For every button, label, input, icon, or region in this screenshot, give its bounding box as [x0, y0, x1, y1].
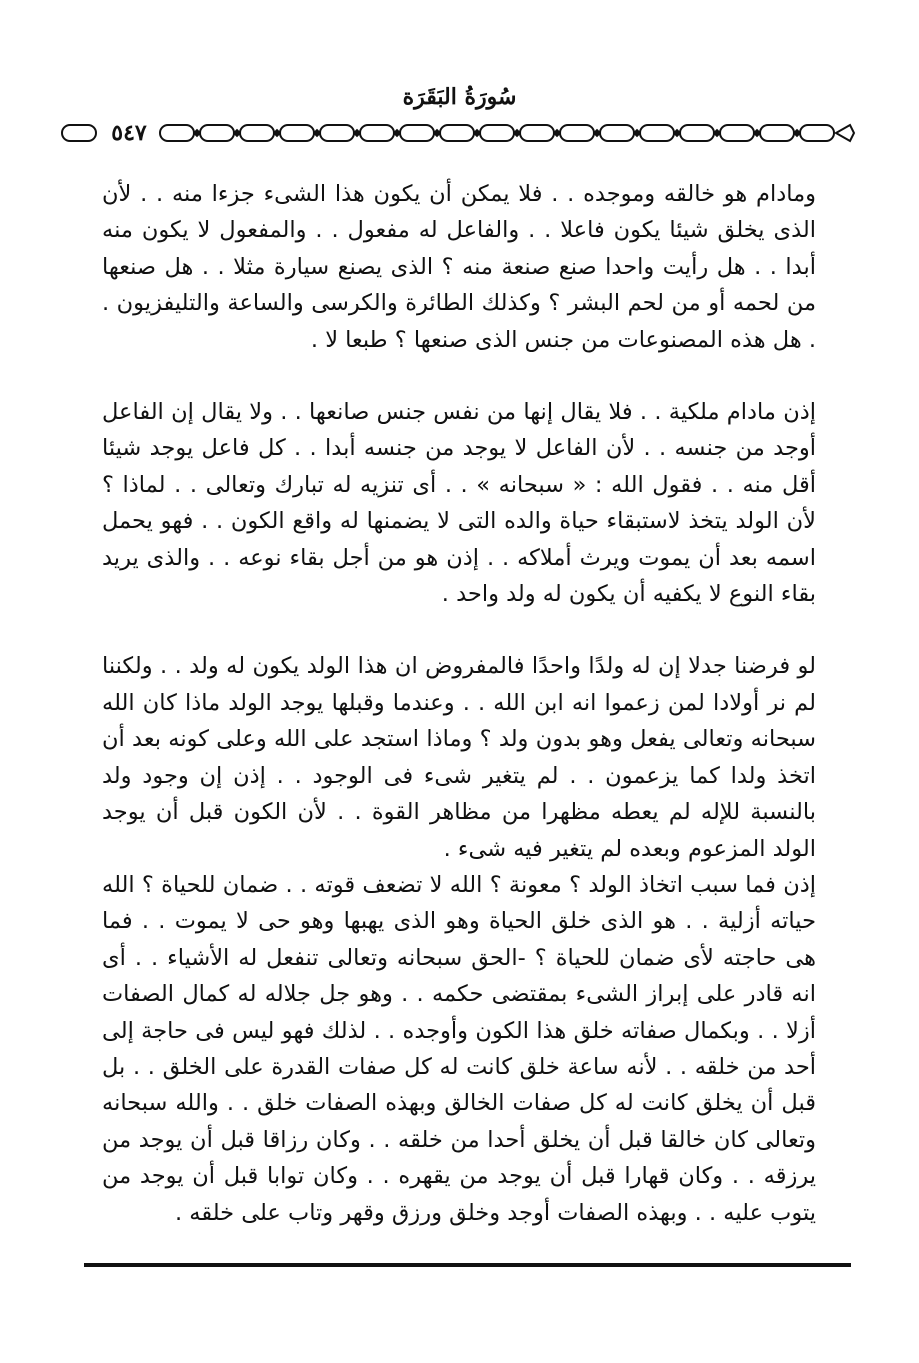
decorative-header-border: [60, 120, 856, 146]
paragraph: إذن فما سبب اتخاذ الولد ؟ معونة ؟ الله لا تضعف قوته . . ضمان للحياة ؟ الله حياته أزلية . . هو الذى خلق الحياة وهو الذى يهبها وهو حى لا يموت . . فما هى حاجته لأى ضمان للحياة ؟ -الحق سبحانه وتعالى تنفعل له الأشياء . . أى انه قادر على إبراز الشىء بمقتضى حكمه . . وهو جل جلاله له كمال الصفات أزلا . . وبكمال صفاته خلق هذا الكون وأوجده . . لذلك فهو ليس فى حاجة إلى أحد من خلقه . . لأنه ساعة خلق كانت له كل صفات القدرة على الخلق . . بل قبل أن يخلق كانت له كل صفات الخالق وبهذه الصفات خلق . . والله سبحانه وتعالى كان خالقا قبل أن يخلق أحدا من خلقه . . وكان رزاقا قبل أن يوجد من يرزقه . . وكان قهارا قبل أن يوجد من يقهره . . وكان توابا قبل أن يوجد من يتوب عليه . . وبهذه الصفات أوجد وخلق ورزق وقهر وتاب على خلقه .: [102, 871, 816, 1226]
paragraph: إذن مادام ملكية . . فلا يقال إنها من نفس جنس صانعها . . ولا يقال إن الفاعل أوجد من جنسه . . لأن الفاعل لا يوجد من جنسه أبدا . . كل فاعل يوجد شيئا أقل منه . . فقول الله : « سبحانه » . . أى تنزيه له تبارك وتعالى . . لماذا ؟ لأن الولد يتخذ لاستبقاء حياة والده التى لا يضمنها له واقع الكون . . فهو يحمل اسمه بعد أن يموت ويرث أملاكه . . إذن هو من أجل بقاء نوعه . . والذى يريد بقاء النوع لا يكفيه أن يكون له ولد واحد .: [102, 399, 816, 608]
paragraph: ومادام هو خالقه وموجده . . فلا يمكن أن يكون هذا الشىء جزءا منه . . لأن الذى يخلق شيئا يكون فاعلا . . والفاعل له مفعول . . والمفعول لا يكون منه أبدا . . هل رأيت واحدا صنع صنعة منه ؟ الذى يصنع سيارة مثلا . . هل صنعها من لحمه أو من لحم البشر ؟ وكذلك الطائرة والكرسى والساعة والتليفزيون . . هل هذه المصنوعات من جنس الذى صنعها ؟ طبعا لا .: [102, 181, 816, 353]
surah-title: سُورَةُ البَقَرَة: [402, 84, 517, 110]
page-number: ٥٤٧: [102, 120, 156, 146]
body-text: [102, 176, 816, 1231]
footer-rule: [84, 1263, 851, 1267]
paragraph: لو فرضنا جدلا إن له ولدًا واحدًا فالمفروض ان هذا الولد يكون له ولد . . ولكننا لم نر أولادا لمن زعموا انه ابن الله . . وعندما وقبلها يوجد الولد ماذا كان الله سبحانه وتعالى يفعل وهو بدون ولد ؟ وماذا استجد على الله وعلى كونه بعد أن اتخذ ولدا كما يزعمون . . لم يتغير شىء فى الوجود . . إذن إن وجود ولد بالنسبة للإله لم يعطه مظهرا من مظاهر القوة . . لأن الكون قبل أن يوجد الولد المزعوم وبعده لم يتغير فيه شىء .: [102, 653, 816, 862]
